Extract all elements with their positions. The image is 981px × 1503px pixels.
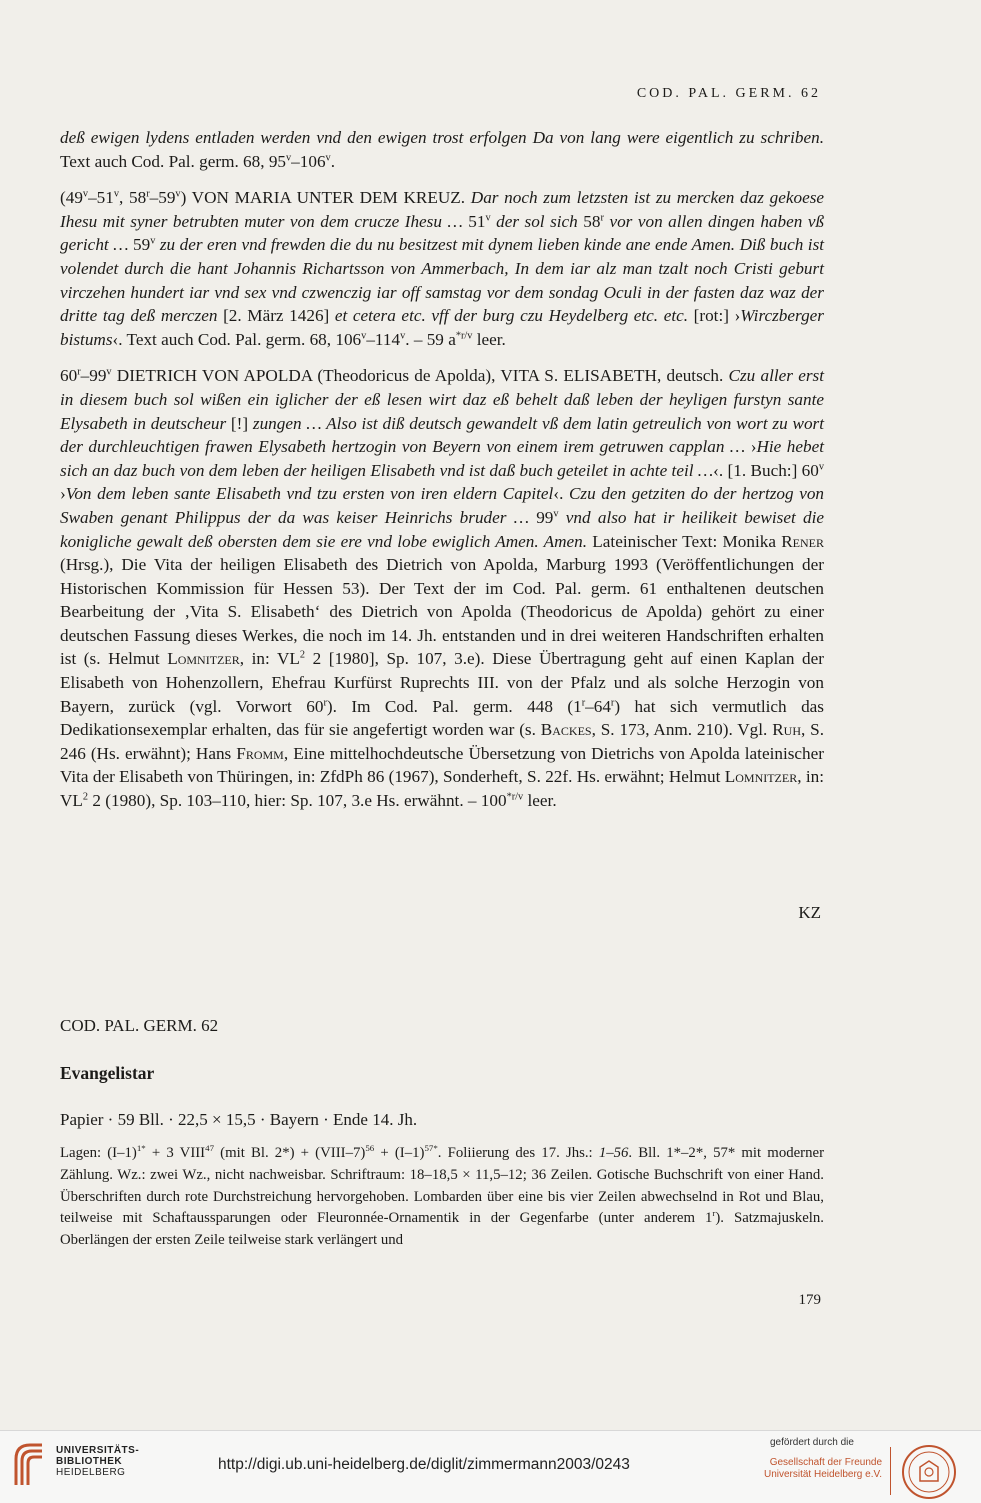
- running-head: COD. PAL. GERM. 62: [636, 86, 821, 101]
- paragraph-1: deß ewigen lydens entladen werden vnd den ewigen trost erfolgen Da von lang were eigentlich zu schriben. Text auch Cod. Pal. germ. 68, 95$^v$–106$^v$.: [60, 128, 824, 171]
- library-line-1: UNIVERSITÄTS-: [56, 1445, 140, 1456]
- entry-meta: Papier · 59 Bll. · 22,5 × 15,5 · Bayern · Ende 14. Jh.: [60, 1110, 418, 1129]
- entry-title: Evangelistar: [60, 1063, 155, 1083]
- entry-heading: COD. PAL. GERM. 62: [60, 1016, 219, 1035]
- library-line-2: BIBLIOTHEK: [56, 1456, 123, 1467]
- sponsor-name[interactable]: [762, 1457, 882, 1481]
- library-name[interactable]: [56, 1445, 139, 1478]
- university-library-logo-icon[interactable]: [12, 1439, 48, 1489]
- footer-divider: [890, 1447, 891, 1495]
- sponsor-label: gefördert durch die: [770, 1437, 854, 1448]
- university-seal-icon: [900, 1443, 958, 1501]
- permalink-url[interactable]: http://digi.ub.uni-heidelberg.de/diglit/zimmermann2003/0243: [218, 1456, 630, 1473]
- sponsor-line-2: Universität Heidelberg e.V.: [763, 1469, 882, 1480]
- library-line-3: HEIDELBERG: [56, 1467, 126, 1478]
- footer-bar: [0, 1430, 981, 1503]
- paragraph-2: (49$^v$–51$^v$, 58$^r$–59$^v$) VON MARIA UNTER DEM KREUZ. Dar noch zum letzsten ist zu mercken daz gekoese Ihesu mit syner betrubten muter von dem crucze Ihesu … 51$^v$ der sol sich 58$^r$ vor von allen dingen haben vß gericht … 59$^v$ zu der eren vnd frewden die du nu besitzest mit dynem lieben kinde ane ende Amen. Diß buch ist volendet durch die hant Johannis Richartsson von Ammerbach, In dem iar alz man tzalt noch Cristi geburt virczehen hundert iar vnd sex vnd czwenczig iar off samstag vor dem sondag Oculi in der fasten daz waz der dritte tag deß merczen [2. März 1426] et cetera etc. vff der burg czu Heydelberg etc. etc. [rot:] ›Wirczberger bistums‹. Text auch Cod. Pal. germ. 68, 106$^v$–114$^v$. – 59 $a^{*r/v}$ leer.: [60, 188, 825, 349]
- page-number: 179: [798, 1292, 821, 1308]
- body-text: [60, 126, 824, 826]
- sponsor-line-1: Gesellschaft der Freunde: [769, 1457, 882, 1468]
- author-initials: KZ: [798, 903, 821, 922]
- entry-description: Lagen: $(I-1)^{1*} + 3$ VIII$^{47}$ (mit Bl. 2*) + (VIII–7)$^{56}$ + $(I-1)^{57*}$. Foliierung des 17. Jhs.: 1–56. Bll. 1*–2*, 57* mit moderner Zählung. Wz.: zwei Wz., nicht nachweisbar. Schriftraum: 18–18,5 × 11,5–12; 36 Zeilen. Gotische Buchschrift von einer Hand. Überschriften durch rote Durchstreichung hervorgehoben. Lombarden über eine bis vier Zeilen abwechselnd in Rot und Blau, teilweise mit Schaftaussparungen oder Fleuronnée-Ornamentik in der Gegenfarbe (unter anderem 1$^r$). Satzmajuskeln. Oberlängen der ersten Zeile teilweise stark verlängert und: [60, 1143, 825, 1249]
- paragraph-3: 60$^r$–99$^v$ DIETRICH VON APOLDA (Theodoricus de Apolda), VITA S. ELISABETH, deutsch. Czu aller erst in diesem buch sol wißen ein iglicher der eß lesen wirt daz eß behelt daß leben der heyligen furstyn sante Elysabeth in deutscheur [!] zungen … Also ist diß deutsch gewandelt vß dem latin getreulich von wort zu wort der durchleuchtigen frawen Elysabeth hertzogin von Beyern von einem irem getruwen capplan … ›Hie hebet sich an daz buch von dem leben der heiligen Elisabeth vnd ist daß buch geteilet in achte teil …‹. [1. Buch:] 60$^v$ ›Von dem leben sante Elisabeth vnd tzu ersten von iren eldern Capitel‹. Czu den getziten do der hertzog von Swaben genant Philippus der da was keiser Heinrichs bruder … 99$^v$ vnd also hat ir heilikeit bewiset die konigliche gewalt deß obersten dem sie ere vnd lobe ewiglich Amen. Amen. Lateinischer Text: Monika Rener (Hrsg.), Die Vita der heiligen Elisabeth des Dietrich von Apolda, Marburg 1993 (Veröffentlichungen der Historischen Kommission für Hessen 53). Der Text der im Cod. Pal. germ. 61 enthaltenen deutschen Bearbeitung der ‚Vita S. Elisabeth‘ des Dietrich von Apolda (Theodoricus de Apolda) gehört zu einer deutschen Fassung dieses Werkes, die noch im 14. Jh. entstanden und in drei weiteren Handschriften erhalten ist (s. Helmut Lomnitzer, in: $VL^2$ 2 [1980], Sp. 107, 3.e). Diese Übertragung geht auf einen Kaplan der Elisabeth von Hohenzollern, Ehefrau Kurfürst Ruprechts III. von der Pfalz und als solche Herzogin von Bayern, zurück (vgl. Vorwort 60$^r$). Im Cod. Pal. germ. 448 (1$^r$–64$^r$) hat sich vermutlich das Dedikationsexemplar erhalten, das für sie angefertigt worden war (s. Backes, S. 173, Anm. 210). Vgl. Ruh, S. 246 (Hs. erwähnt); Hans Fromm, Eine mittelhochdeutsche Übersetzung von Dietrichs von Apolda lateinischer Vita der Elisabeth von Thüringen, in: ZfdPh 86 (1967), Sonderheft, S. 22f. Hs. erwähnt; Helmut Lomnitzer, in: $VL^2$ 2 (1980), Sp. 103–110, hier: Sp. 107, 3.e Hs. erwähnt. – $100^{*r/v}$ leer.: [60, 366, 825, 811]
